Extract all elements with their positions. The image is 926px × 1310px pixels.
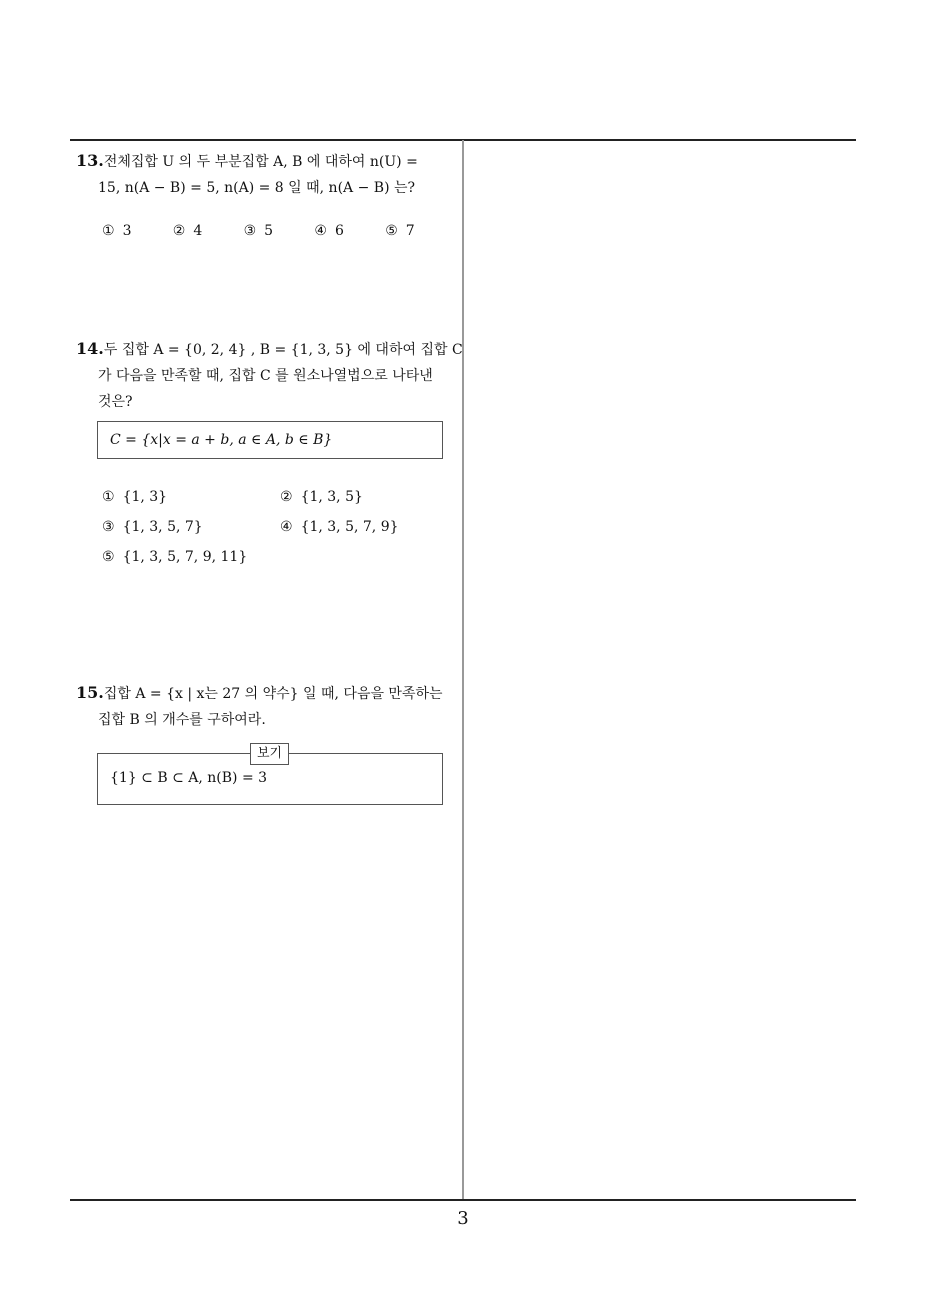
question-13-line-2: 15, n(A − B) = 5, n(A) = 8 일 때, n(A − B) 는? <box>98 180 416 196</box>
question-text: 전체집합 U 의 두 부분집합 A, B 에 대하여 n(U) = <box>103 154 418 170</box>
question-15-line-1 <box>76 680 456 707</box>
condition-box <box>97 421 443 459</box>
question-text: 두 집합 A = {0, 2, 4} , B = {1, 3, 5} 에 대하여 집합 C <box>103 342 463 358</box>
question-13-choices <box>76 223 456 239</box>
choice-5[interactable]: ⑤ 7 <box>385 223 415 239</box>
choice-4[interactable]: ④ 6 <box>314 223 344 239</box>
question-14-line-2: 가 다음을 만족할 때, 집합 C 를 원소나열법으로 나타낸 <box>98 368 433 384</box>
condition-text: C = {x|x = a + b, a ∈ A, b ∈ B} <box>110 432 333 448</box>
question-number: 14. <box>76 339 104 358</box>
question-text: 집합 A = {x | x는 27 의 약수} 일 때, 다음을 만족하는 <box>103 686 443 702</box>
choice-2[interactable]: ② {1, 3, 5} <box>280 489 363 505</box>
question-15 <box>76 680 456 805</box>
question-14-line-3: 것은? <box>98 394 133 410</box>
bottom-rule <box>70 1199 856 1201</box>
question-14-line-1 <box>76 336 463 363</box>
question-14-choices <box>76 489 456 565</box>
question-15-line-2: 집합 B 의 개수를 구하여라. <box>98 712 266 728</box>
choice-3[interactable]: ③ 5 <box>243 223 274 239</box>
choice-5[interactable]: ⑤ {1, 3, 5, 7, 9, 11} <box>102 549 248 565</box>
bogi-content: {1} ⊂ B ⊂ A, n(B) = 3 <box>110 770 268 786</box>
question-13 <box>76 148 456 239</box>
choice-2[interactable]: ② 4 <box>172 223 203 239</box>
question-13-line-1 <box>76 148 456 175</box>
page-number: 3 <box>457 1208 469 1229</box>
choice-3[interactable]: ③ {1, 3, 5, 7} <box>102 519 203 535</box>
question-number: 15. <box>76 683 104 702</box>
choice-1[interactable]: ① 3 <box>102 223 132 239</box>
question-14 <box>76 336 463 565</box>
bogi-label: 보기 <box>250 743 289 765</box>
choice-1[interactable]: ① {1, 3} <box>102 489 168 505</box>
bogi-box <box>97 746 443 805</box>
choice-4[interactable]: ④ {1, 3, 5, 7, 9} <box>280 519 399 535</box>
question-number: 13. <box>76 151 104 170</box>
column-divider <box>462 140 464 1200</box>
